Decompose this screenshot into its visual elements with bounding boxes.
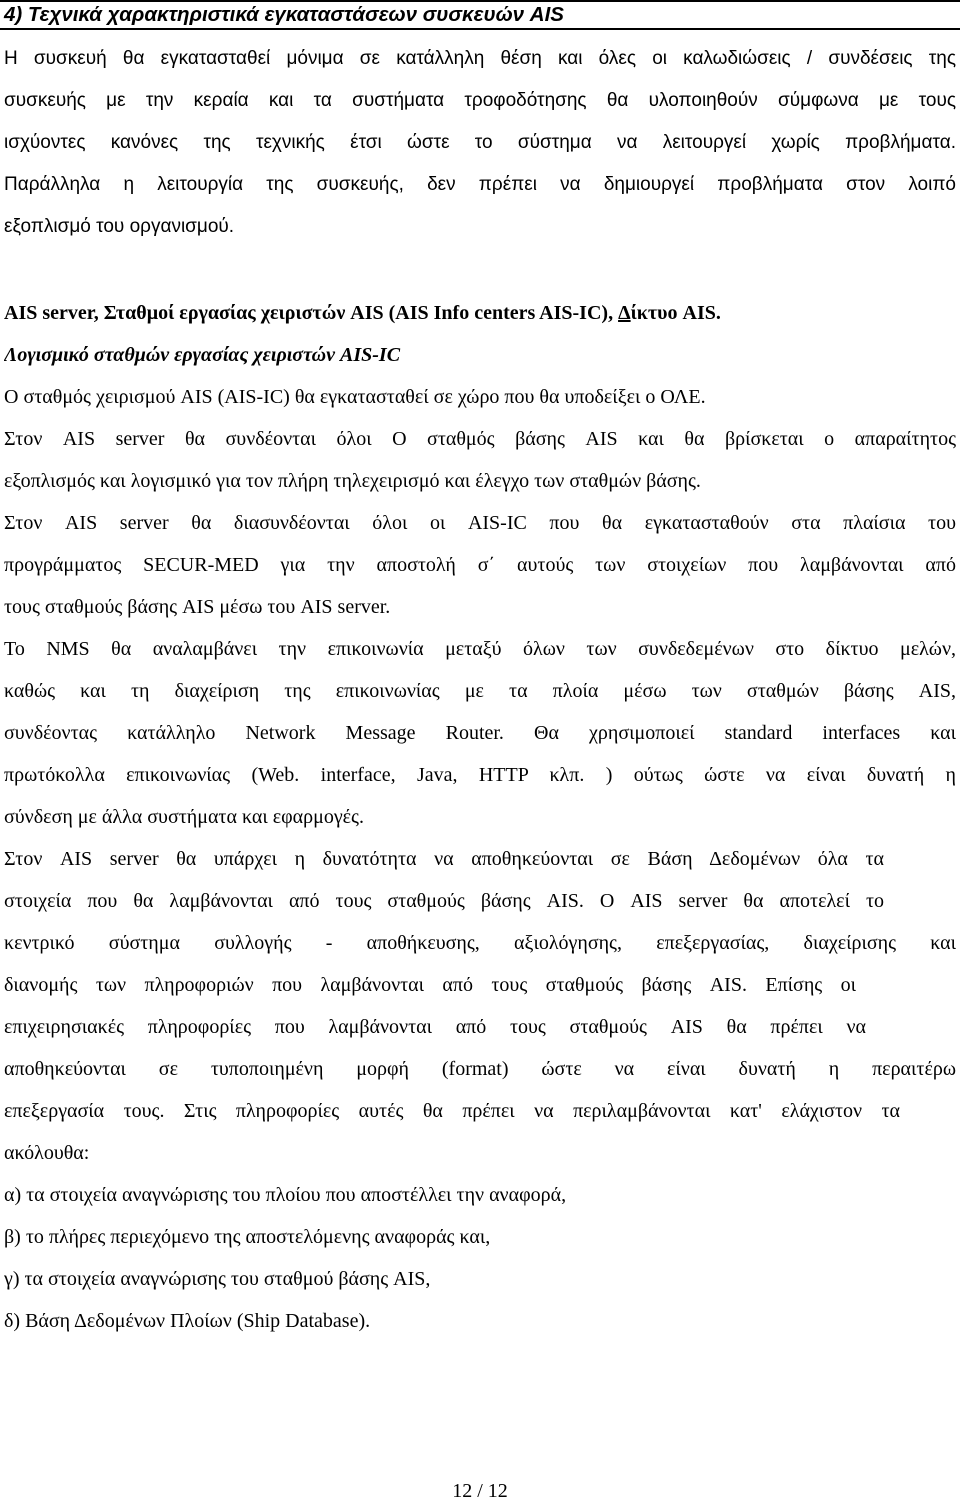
section-heading: 4) Τεχνικά χαρακτηριστικά εγκαταστάσεων συσκευών AIS [0, 0, 960, 30]
body-line: διανομής των πληροφοριών που λαμβάνονται από τους σταθμούς βάσης AIS. Επίσης οι [4, 974, 856, 996]
subheading-text: ίκτυο AIS. [630, 302, 721, 324]
subheading-underlined-letter: Δ [618, 302, 631, 324]
body-line: επεξεργασία τους. Στις πληροφορίες αυτές θα πρέπει να περιλαμβάνονται κατ' ελάχιστον τα [4, 1100, 900, 1122]
body-line: σύνδεση με άλλα συστήματα και εφαρμογές. [4, 806, 364, 828]
section-subheading-2: Λογισμικό σταθμών εργασίας χειριστών AIS-IC [4, 344, 401, 366]
body-line: εξοπλισμός και λογισμικό για τον πλήρη τηλεχειρισμό και έλεγχο των σταθμών βάσης. [4, 470, 701, 492]
body-line: Στον AIS server θα διασυνδέονται όλοι οι AIS-IC που θα εγκατασταθούν στα πλαίσια του [4, 512, 956, 534]
body-line: στοιχεία που θα λαμβάνονται από τους σταθμούς βάσης AIS. Ο AIS server θα αποτελεί το [4, 890, 884, 912]
list-item: γ) τα στοιχεία αναγνώρισης του σταθμού βάσης AIS, [4, 1268, 431, 1290]
paragraph-line: ισχύοντες κανόνες της τεχνικής έτσι ώστε το σύστημα να λειτουργεί χωρίς προβλήματα. [4, 132, 956, 153]
paragraph-line: συσκευής με την κεραία και τα συστήματα τροφοδότησης θα υλοποιηθούν σύμφωνα με τους [4, 90, 956, 111]
body-line: προγράμματος SECUR-MED για την αποστολή σ΄ αυτούς των στοιχείων που λαμβάνονται από [4, 554, 956, 576]
list-item: α) τα στοιχεία αναγνώρισης του πλοίου που αποστέλλει την αναφορά, [4, 1184, 567, 1206]
body-line: Στον AIS server θα υπάρχει η δυνατότητα να αποθηκεύονται σε Βάση Δεδομένων όλα τα [4, 848, 884, 870]
paragraph-line: Παράλληλα η λειτουργία της συσκευής, δεν πρέπει να δημιουργεί προβλήματα στον λοιπό [4, 174, 956, 195]
body-line: συνδέοντας κατάλληλο Network Message Router. Θα χρησιμοποιεί standard interfaces και [4, 722, 956, 744]
body-line: κεντρικό σύστημα συλλογής - αποθήκευσης, αξιολόγησης, επεξεργασίας, διαχείρισης και [4, 932, 956, 954]
list-item: δ) Βάση Δεδομένων Πλοίων (Ship Database). [4, 1310, 371, 1332]
list-item: β) το πλήρες περιεχόμενο της αποστελόμενης αναφοράς και, [4, 1226, 491, 1248]
body-line: ακόλουθα: [4, 1142, 90, 1164]
body-line: τους σταθμούς βάσης AIS μέσω του AIS server. [4, 596, 391, 618]
body-line: Ο σταθμός χειρισμού AIS (AIS-IC) θα εγκατασταθεί σε χώρο που θα υποδείξει ο ΟΛΕ. [4, 386, 706, 408]
body-line: Στον AIS server θα συνδέονται όλοι Ο σταθμός βάσης AIS και θα βρίσκεται ο απαραίτητος [4, 428, 956, 450]
page-number: 12 / 12 [452, 1480, 508, 1502]
body-line: Το NMS θα αναλαμβάνει την επικοινωνία μεταξύ όλων των συνδεδεμένων στο δίκτυο μελών, [4, 638, 956, 660]
paragraph-line: Η συσκευή θα εγκατασταθεί μόνιμα σε κατάλληλη θέση και όλες οι καλωδιώσεις / συνδέσεις της [4, 48, 956, 69]
body-line: πρωτόκολλα επικοινωνίας (Web. interface, Java, HTTP κλπ. ) ούτως ώστε να είναι δυνατή η [4, 764, 956, 786]
subheading-text: AIS server, Σταθμοί εργασίας χειριστών AIS (AIS Info centers AIS-IC), [4, 302, 619, 324]
body-line: αποθηκεύονται σε τυποποιημένη μορφή (format) ώστε να είναι δυνατή η περαιτέρω [4, 1058, 956, 1080]
body-line: επιχειρησιακές πληροφορίες που λαμβάνονται από τους σταθμούς AIS θα πρέπει να [4, 1016, 866, 1038]
section-subheading [4, 298, 956, 328]
paragraph-line: εξοπλισμό του οργανισμού. [4, 216, 235, 237]
body-line: καθώς και τη διαχείριση της επικοινωνίας με τα πλοία μέσω των σταθμών βάσης AIS, [4, 680, 956, 702]
